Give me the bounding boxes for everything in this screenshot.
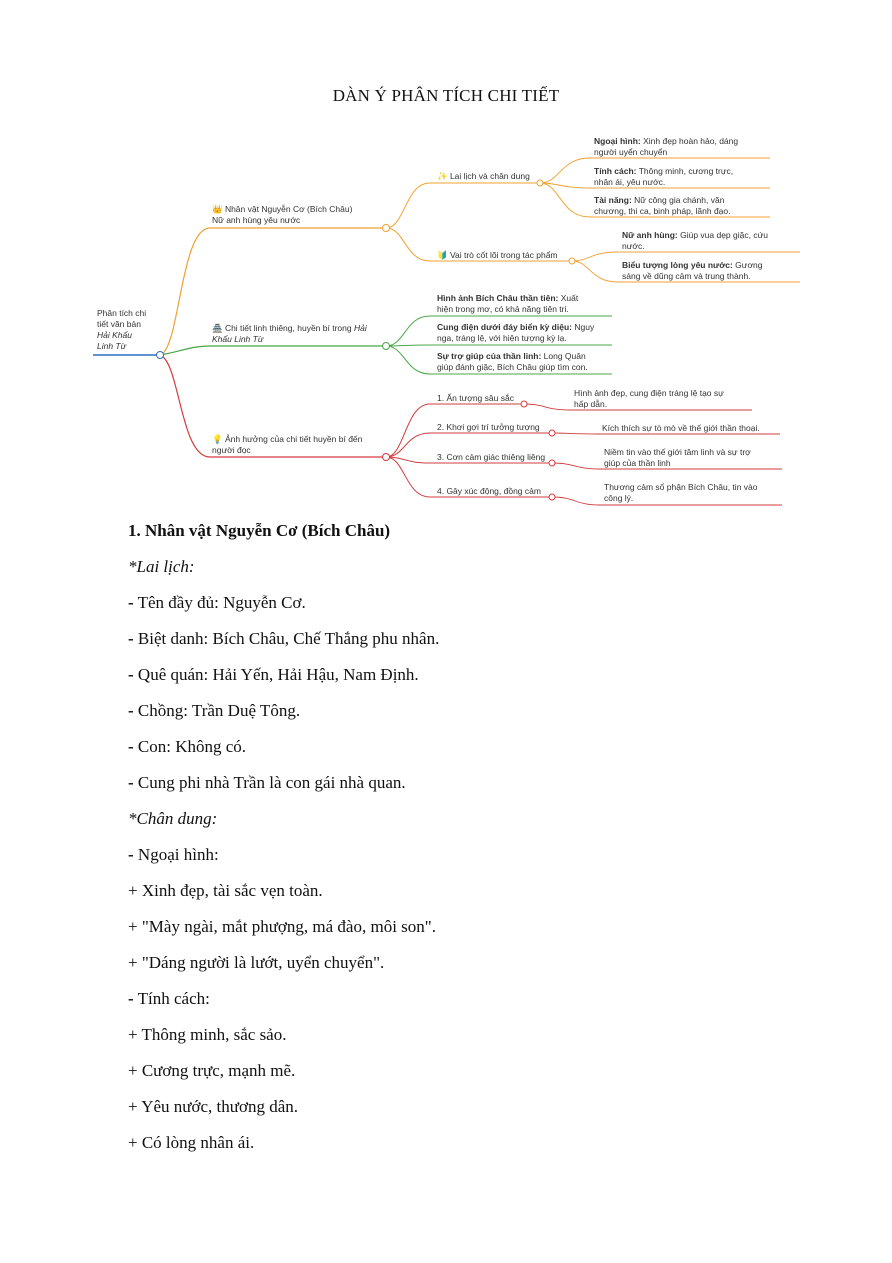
b1-s2-item2-line1: Biểu tượng lòng yêu nước: Gương [622,260,763,270]
lai-lich-item: - Biệt danh: Bích Châu, Chế Thắng phu nhân. [128,629,440,648]
b1-sub1-connector [386,183,540,228]
chan-dung-label: *Chân dung: [128,809,218,828]
b3-item3-label: 3. Cơn cảm giác thiêng liêng [437,452,546,462]
lai-lich-item: - Quê quán: Hải Yến, Hải Hậu, Nam Định. [128,665,419,684]
b3-item2-label: 2. Khơi gợi trí tưởng tượng [437,422,540,432]
branch1-node [383,225,390,232]
branch1-connector [160,228,386,355]
b2-item2-line2: nga, tráng lệ, với hiện tượng kỳ lạ. [437,333,567,343]
branch3-label-2: người đọc [212,445,251,455]
root-line-3: Hải Khẩu [97,330,132,340]
root-line-1: Phân tích chi [97,308,147,318]
b2-item1-line1: Hình ảnh Bích Châu thần tiên: Xuất [437,293,579,303]
b2-item1-line2: hiện trong mơ, có khả năng tiên tri. [437,304,569,314]
b3-item1-note-2: hấp dẫn. [574,399,608,409]
lai-lich-item: - Cung phi nhà Trần là con gái nhà quan. [128,773,406,792]
document-body [128,519,828,1167]
page-title: DÀN Ý PHÂN TÍCH CHI TIẾT [332,86,560,105]
b2-item3-line2: giúp đánh giặc, Bích Châu giúp tìm con. [437,362,588,372]
ngoai-hinh-item: + "Mày ngài, mắt phượng, má đào, môi son". [128,917,436,936]
branch1-sub2-label: 🔰 Vai trò cốt lõi trong tác phẩm [437,250,558,260]
b3-item2-note-1: Kích thích sự tò mò về thế giới thần thoại. [602,423,760,433]
b3-item3-note-1: Niềm tin vào thế giới tâm linh và sự trợ [604,447,751,457]
ngoai-hinh-label: - Ngoại hình: [128,845,219,864]
branch2-label-1: 🏯 Chi tiết linh thiêng, huyền bí trong Hải [212,323,367,333]
lai-lich-item: - Con: Không có. [128,737,247,756]
root-node [157,352,164,359]
b1-s1-item1-line1: Ngoại hình: Xinh đẹp hoàn hảo, dáng [594,136,739,146]
tinh-cach-item: + Có lòng nhân ái. [128,1133,255,1152]
b1-s1-item1-line2: người uyển chuyển [594,147,668,157]
branch1-label-2: Nữ anh hùng yêu nước [212,215,301,225]
tinh-cach-item: + Cương trực, mạnh mẽ. [128,1061,296,1080]
branch1-sub1-label: ✨ Lai lịch và chân dung [437,171,530,181]
tinh-cach-item: + Yêu nước, thương dân. [128,1097,298,1116]
lai-lich-item: - Chồng: Trần Duệ Tông. [128,701,301,720]
b1-s2-item1-line1: Nữ anh hùng: Giúp vua dẹp giặc, cứu [622,230,769,240]
b2-item3-line1: Sự trợ giúp của thần linh: Long Quân [437,351,586,361]
b1-s2-item2-line2: sáng về dũng cảm và trung thành. [622,271,751,281]
b3-item1-label: 1. Ấn tượng sâu sắc [437,393,514,403]
b1-s1-item2-line2: nhân ái, yêu nước. [594,177,666,187]
b2-item2-line1: Cung điện dưới đáy biển kỳ diệu: Nguy [437,322,595,332]
b1-s2-item1-line2: nước. [622,241,645,251]
b1-s1-item2-line1: Tính cách: Thông minh, cương trực, [594,166,734,176]
branch3-label-1: 💡 Ảnh hưởng của chi tiết huyền bí đến [212,434,363,444]
b3-item4-label: 4. Gây xúc động, đồng cảm [437,486,541,496]
b3-item3-note-2: giúp của thần linh [604,458,671,468]
section-heading: 1. Nhân vật Nguyễn Cơ (Bích Châu) [128,521,391,540]
ngoai-hinh-item: + "Dáng người là lướt, uyển chuyển". [128,953,385,972]
branch2-connector [160,346,386,355]
lai-lich-label: *Lai lịch: [128,557,195,576]
root-line-2: tiết văn bản [97,319,141,329]
b3-item1-note-1: Hình ảnh đẹp, cung điện tráng lệ tạo sự [574,388,724,398]
branch3-node [383,454,390,461]
root-line-4: Linh Từ [97,341,127,351]
branch1-label-1: 👑 Nhân vật Nguyễn Cơ (Bích Châu) [212,204,353,214]
b1-s1-item3-line1: Tài năng: Nữ công gia chánh, văn [594,195,725,205]
branch2-label-2: Khẩu Linh Từ [212,334,264,344]
ngoai-hinh-item: + Xinh đẹp, tài sắc vẹn toàn. [128,881,323,900]
b3-item4-note-2: công lý. [604,493,634,503]
branch2-node [383,343,390,350]
tinh-cach-label: - Tính cách: [128,989,210,1008]
b3-item4-note-1: Thương cảm số phận Bích Châu, tin vào [604,482,758,492]
b1-s1-item3-line2: chương, thi ca, binh pháp, lãnh đạo. [594,206,731,216]
lai-lich-item: - Tên đầy đủ: Nguyễn Cơ. [128,593,306,612]
mind-map [0,0,892,520]
b2-item2-connector [386,345,612,346]
tinh-cach-item: + Thông minh, sắc sảo. [128,1025,287,1044]
